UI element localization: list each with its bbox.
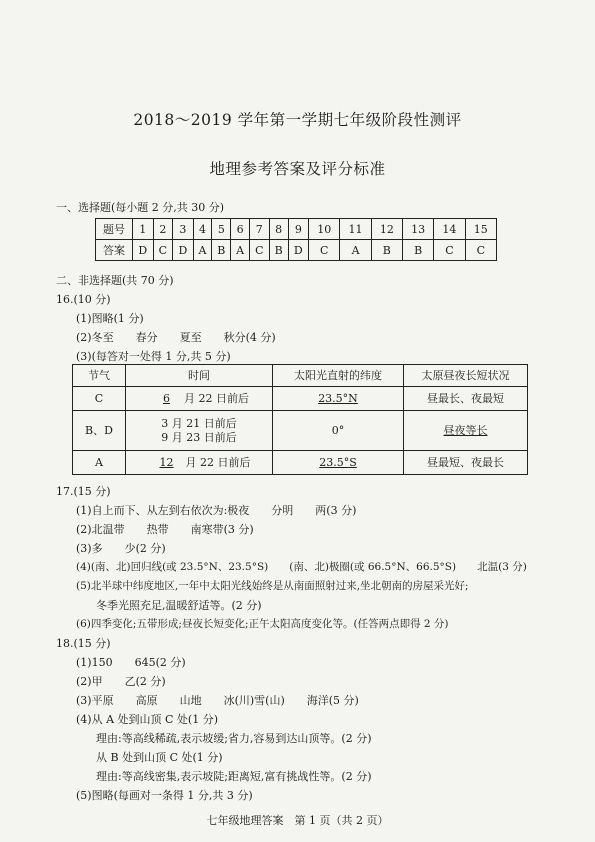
answer-cell: D <box>133 240 154 261</box>
answer-cell: C <box>465 240 496 261</box>
question-number-cell: 1 <box>133 219 154 240</box>
table-header-row <box>73 365 528 387</box>
q16-heading: 16.(10 分) <box>56 293 111 306</box>
q17-answer-2: (2)北温带 热带 南寒带(3 分) <box>76 523 254 536</box>
header-daylight: 太原昼夜长短状况 <box>404 365 528 387</box>
page-subtitle: 地理参考答案及评分标准 <box>209 160 386 178</box>
time-cell <box>126 387 273 411</box>
q18-answer-4: (4)从 A 处到山顶 C 处(1 分) <box>76 713 219 726</box>
q18-heading: 18.(15 分) <box>56 637 111 650</box>
solar-terms-table <box>72 364 528 475</box>
question-number-cell: 13 <box>402 219 433 240</box>
question-number-cell: 2 <box>153 219 173 240</box>
question-number-cell: 15 <box>465 219 496 240</box>
answer-month: 12 <box>159 455 174 469</box>
question-number-cell: 4 <box>193 219 212 240</box>
q18-answer-4-reason: 理由:等高线稀疏,表示坡缓;省力,容易到达山顶等。(2 分) <box>96 732 372 745</box>
question-number-cell: 3 <box>173 219 194 240</box>
latitude-cell: 0° <box>273 411 404 451</box>
section2-heading: 二、非选择题(共 70 分) <box>56 274 174 287</box>
question-number-cell: 14 <box>434 219 465 240</box>
question-number-cell: 8 <box>269 219 288 240</box>
q17-answer-3: (3)多 少(2 分) <box>76 542 166 555</box>
table-row <box>73 387 528 411</box>
q18-answer-5: (5)图略(每画对一条得 1 分,共 3 分) <box>76 789 253 802</box>
q18-answer-4b: 从 B 处到山顶 C 处(1 分) <box>96 751 223 764</box>
term-cell: B、D <box>73 411 126 451</box>
q16-answer-1: (1)图略(1 分) <box>76 312 144 325</box>
time-rest: 月 22 日前后 <box>184 391 249 405</box>
answer-cell: C <box>309 240 340 261</box>
answer-daylight: 昼夜等长 <box>443 423 488 437</box>
page-footer: 七年级地理答案 第 1 页（共 2 页） <box>206 814 389 827</box>
latitude-cell <box>273 451 404 475</box>
question-number-cell: 11 <box>340 219 371 240</box>
q17-heading: 17.(15 分) <box>56 485 111 498</box>
answer-cell: C <box>434 240 465 261</box>
section1-heading: 一、选择题(每小题 2 分,共 30 分) <box>56 201 225 214</box>
answer-cell: A <box>193 240 212 261</box>
term-cell: A <box>73 451 126 475</box>
answer-cell: B <box>371 240 402 261</box>
answer-latitude: 23.5°S <box>319 455 357 469</box>
header-latitude: 太阳光直射的纬度 <box>273 365 404 387</box>
time-line-2: 9 月 23 日前后 <box>161 430 237 444</box>
q17-answer-5-cont: 冬季光照充足,温暖舒适等。(2 分) <box>96 599 262 612</box>
table-row <box>73 451 528 475</box>
answer-cell: A <box>340 240 371 261</box>
daylight-cell: 昼最短、夜最长 <box>404 451 528 475</box>
question-number-cell: 12 <box>371 219 402 240</box>
answer-cell: B <box>269 240 288 261</box>
time-line-1: 3 月 21 日前后 <box>161 416 237 430</box>
row-label-answer: 答案 <box>96 240 133 261</box>
question-number-cell: 6 <box>231 219 250 240</box>
daylight-cell: 昼最长、夜最短 <box>404 387 528 411</box>
q17-answer-4: (4)(南、北)回归线(或 23.5°N、23.5°S) (南、北)极圈(或 66.5°N、66.5°S) 北温(3 分) <box>76 561 527 573</box>
q16-answer-2: (2)冬至 春分 夏至 秋分(4 分) <box>76 331 276 344</box>
daylight-cell <box>404 411 528 451</box>
answer-cell: B <box>212 240 231 261</box>
time-rest: 月 22 日前后 <box>185 455 251 469</box>
header-term: 节气 <box>73 365 126 387</box>
answer-cell: D <box>288 240 309 261</box>
q18-answer-3: (3)平原 高原 山地 冰(川)雪(山) 海洋(5 分) <box>76 694 359 707</box>
q17-answer-1: (1)自上而下、从左到右依次为:极夜 分明 两(3 分) <box>76 504 357 517</box>
q18-answer-4b-reason: 理由:等高线密集,表示坡陡;距离短,富有挑战性等。(2 分) <box>96 770 372 783</box>
answer-cell: C <box>249 240 269 261</box>
question-number-cell: 7 <box>249 219 269 240</box>
table-row <box>73 411 528 451</box>
q18-answer-2: (2)甲 乙(2 分) <box>76 675 166 688</box>
answer-month: 6 <box>163 391 170 405</box>
answer-cell: D <box>173 240 194 261</box>
multiple-choice-table <box>95 218 497 261</box>
latitude-cell <box>273 387 404 411</box>
time-cell <box>126 411 273 451</box>
answer-cell: C <box>153 240 173 261</box>
question-number-cell: 9 <box>288 219 309 240</box>
page-title: 2018～2019 学年第一学期七年级阶段性测评 <box>133 111 462 129</box>
answer-cell: A <box>231 240 250 261</box>
answer-cell: B <box>402 240 433 261</box>
answer-latitude: 23.5°N <box>318 391 358 405</box>
time-cell <box>126 451 273 475</box>
question-number-row <box>96 219 497 240</box>
q17-answer-6: (6)四季变化;五带形成;昼夜长短变化;正午太阳高度变化等。(任答两点即得 2 分) <box>76 618 449 630</box>
q18-answer-1: (1)150 645(2 分) <box>76 656 186 669</box>
question-number-cell: 10 <box>309 219 340 240</box>
term-cell: C <box>73 387 126 411</box>
answer-row <box>96 240 497 261</box>
q17-answer-5: (5)北半球中纬度地区,一年中太阳光线始终是从南面照射过来,坐北朝南的房屋采光好; <box>76 580 469 592</box>
question-number-cell: 5 <box>212 219 231 240</box>
header-time: 时间 <box>126 365 273 387</box>
q16-answer-3: (3)(每答对一处得 1 分,共 5 分) <box>76 350 231 363</box>
row-label-number: 题号 <box>96 219 133 240</box>
